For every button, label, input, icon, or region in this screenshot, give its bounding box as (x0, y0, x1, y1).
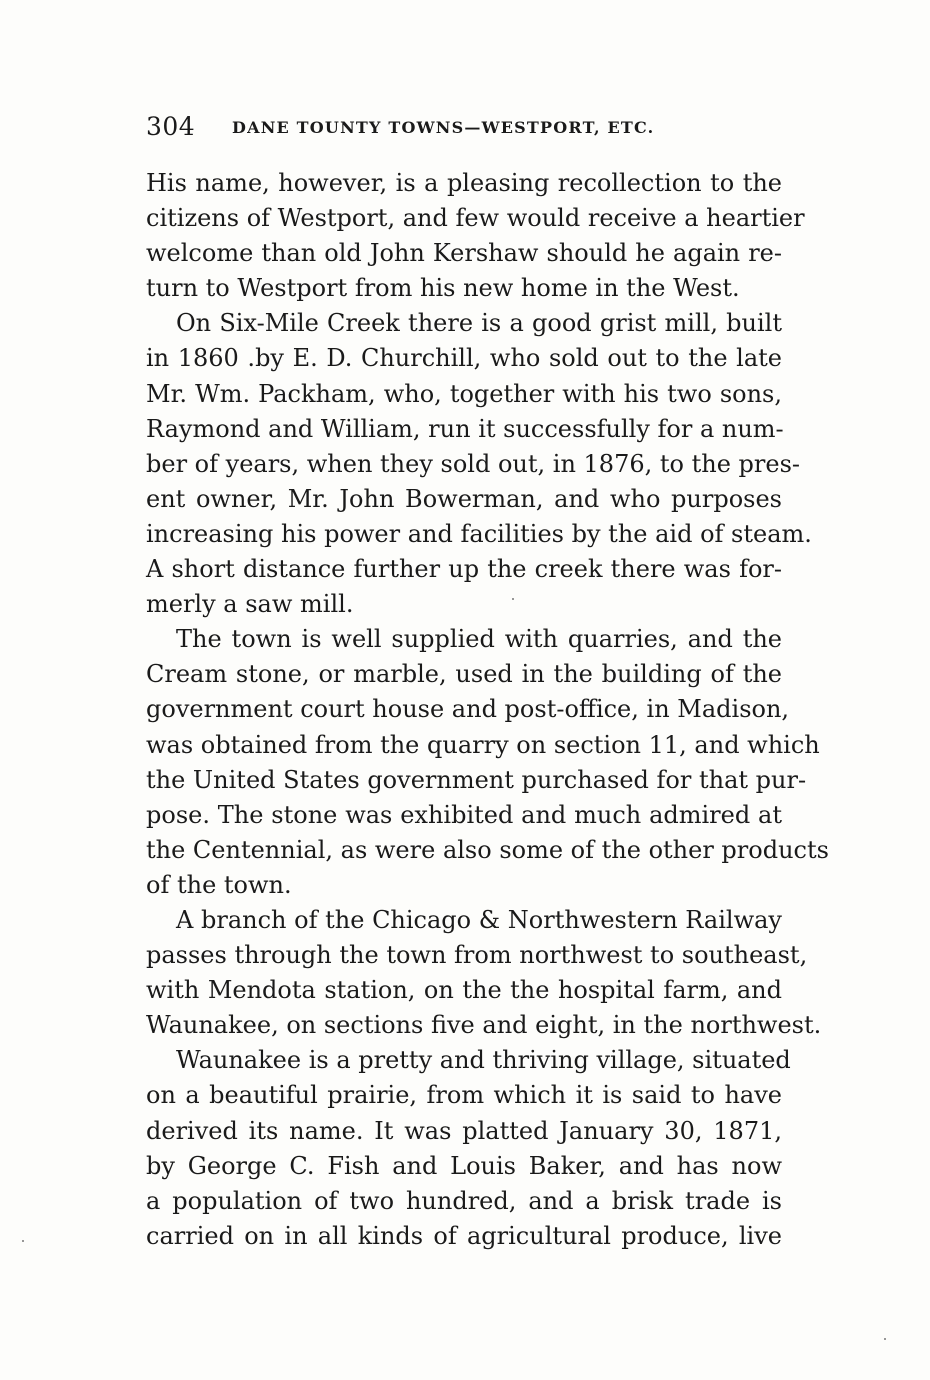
text-line: derived its name. It was platted January 30, 1871, (146, 1116, 782, 1145)
text-line: passes through the town from northwest to southeast, (146, 941, 808, 970)
text-line: citizens of Westport, and few would receive a heartier (146, 204, 805, 233)
paragraph-first-line: Waunakee is a pretty and thriving village, situated (176, 1046, 791, 1075)
text-line: the Centennial, as were also some of the other products (146, 835, 829, 864)
text-line: in 1860 .by E. D. Churchill, who sold out to the late (146, 344, 782, 373)
text-line: turn to Westport from his new home in the West. (146, 274, 740, 303)
text-line: Cream stone, or marble, used in the building of the (146, 660, 782, 689)
text-line: of the town. (146, 870, 292, 899)
text-line: welcome than old John Kershaw should he again re- (146, 239, 782, 268)
running-head: DANE TOUNTY TOWNS—WESTPORT, ETC. (232, 118, 655, 137)
text-line: A short distance further up the creek there was for- (146, 555, 782, 584)
text-line: a population of two hundred, and a brisk trade is (146, 1186, 782, 1215)
text-line: by George C. Fish and Louis Baker, and has now (146, 1151, 782, 1180)
paragraph-first-line: The town is well supplied with quarries, and the (176, 625, 782, 654)
text-line: the United States government purchased for that pur- (146, 765, 807, 794)
text-line: government court house and post-office, in Madison, (146, 695, 790, 724)
paragraph-first-line: A branch of the Chicago & Northwestern Railway (176, 905, 782, 934)
text-line: was obtained from the quarry on section 11, and which (146, 730, 820, 759)
text-line: Waunakee, on sections five and eight, in the northwest. (146, 1011, 822, 1040)
paragraph-first-line: On Six-Mile Creek there is a good grist mill, built (176, 309, 782, 338)
text-line: ber of years, when they sold out, in 1876, to the pres- (146, 449, 800, 478)
text-line: pose. The stone was exhibited and much admired at (146, 800, 782, 829)
text-line: with Mendota station, on the the hospital farm, and (146, 976, 782, 1005)
page-header (146, 112, 786, 146)
text-line: increasing his power and facilities by the aid of steam. (146, 519, 812, 548)
text-line: His name, however, is a pleasing recollection to the (146, 169, 782, 197)
paper-speck (22, 1240, 24, 1242)
text-line: carried on in all kinds of agricultural produce, live (146, 1221, 782, 1250)
text-line: Mr. Wm. Packham, who, together with his two sons, (146, 379, 782, 408)
text-line: on a beautiful prairie, from which it is said to have (146, 1081, 782, 1110)
text-line: merly a saw mill. (146, 590, 354, 619)
text-line: ent owner, Mr. John Bowerman, and who purposes (146, 484, 782, 513)
text-line: Raymond and William, run it successfully for a num- (146, 414, 784, 443)
paper-speck (512, 598, 514, 600)
page-number: 304 (146, 112, 196, 141)
body-text (146, 166, 829, 1254)
paper-speck (884, 1338, 886, 1340)
